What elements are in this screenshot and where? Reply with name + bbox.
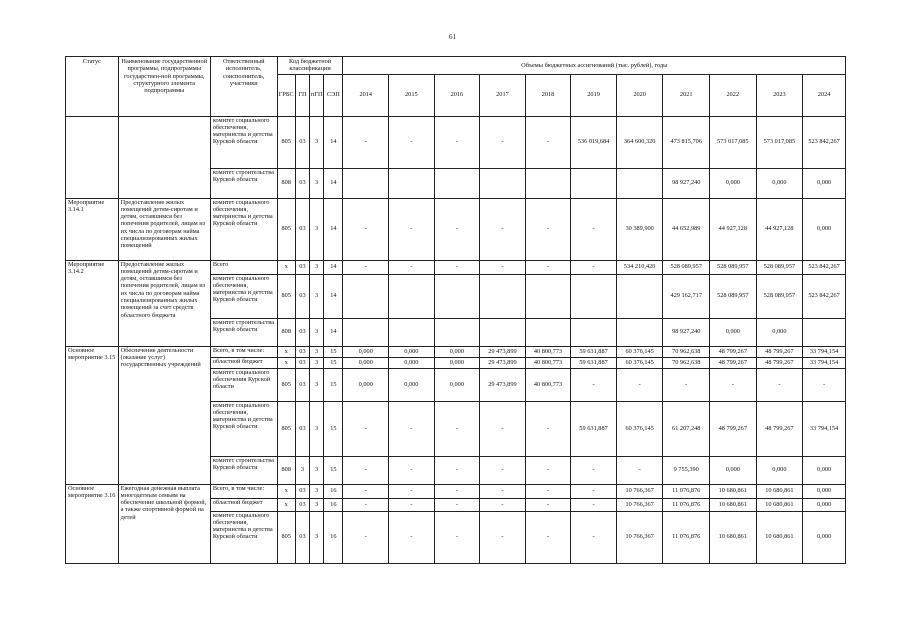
row-value: - — [525, 484, 571, 498]
row-value: 0,000 — [434, 346, 480, 357]
row-value: 523 842,267 — [803, 260, 846, 274]
row-code: x — [277, 498, 295, 511]
row-value: 29 473,899 — [480, 346, 526, 357]
row-code: 14 — [324, 116, 343, 168]
row-value: 0,000 — [803, 198, 846, 260]
row-value: 0,000 — [389, 346, 435, 357]
row-responsible: областной бюджет — [210, 357, 277, 368]
row-value: - — [480, 401, 526, 456]
row-value: - — [434, 484, 480, 498]
header-code-pgp: пГП — [310, 74, 324, 116]
row-code: 14 — [324, 318, 343, 346]
row-value: - — [480, 498, 526, 511]
row-code: 15 — [324, 401, 343, 456]
row-value: - — [571, 498, 617, 511]
row-code: 805 — [277, 198, 295, 260]
row-item-name: Ежегодная денежная выплата многодетным семьям на обеспечение школьной формой, а также спортивной формой на детей — [118, 484, 210, 563]
row-code: 03 — [295, 168, 309, 198]
row-value: - — [571, 484, 617, 498]
header-responsible: Ответственный исполнитель, соисполнитель, участники — [210, 57, 277, 117]
row-code: 3 — [310, 274, 324, 318]
row-value: 0,000 — [434, 357, 480, 368]
row-value: 61 207,248 — [663, 401, 710, 456]
row-value — [434, 168, 480, 198]
row-code: 03 — [295, 484, 309, 498]
row-value — [525, 168, 571, 198]
row-value: 0,000 — [803, 456, 846, 484]
row-value: 33 794,154 — [803, 401, 846, 456]
row-value: 0,000 — [710, 168, 757, 198]
row-code: 3 — [310, 368, 324, 401]
row-code: 03 — [295, 274, 309, 318]
row-value: 44 927,128 — [710, 198, 757, 260]
row-code: 14 — [324, 168, 343, 198]
row-responsible: комитет социального обеспечения, материнства и детства Курской области — [210, 116, 277, 168]
row-code: 03 — [295, 498, 309, 511]
row-value: - — [525, 260, 571, 274]
header-year: 2014 — [343, 74, 389, 116]
row-code: 805 — [277, 116, 295, 168]
row-code: x — [277, 260, 295, 274]
row-value: 48 799,267 — [756, 346, 803, 357]
row-responsible: Всего — [210, 260, 277, 274]
row-value: 473 815,706 — [663, 116, 710, 168]
row-value: - — [571, 511, 617, 563]
row-responsible: областной бюджет — [210, 498, 277, 511]
row-value: - — [480, 260, 526, 274]
row-value: 70 962,638 — [663, 357, 710, 368]
row-value: 11 076,876 — [663, 484, 710, 498]
row-value — [389, 274, 435, 318]
row-value: 0,000 — [710, 318, 757, 346]
row-responsible: Всего, в том числе: — [210, 346, 277, 357]
row-value: 33 794,154 — [803, 346, 846, 357]
row-value — [343, 168, 389, 198]
row-value: 48 799,267 — [756, 357, 803, 368]
row-code: 3 — [310, 484, 324, 498]
row-code: 3 — [310, 456, 324, 484]
table-row — [66, 198, 846, 260]
header-name: Наименование государственной программы, подпрограммы государствен-ной программы, структурного элемента подпрограммы — [118, 57, 210, 117]
row-value: 48 799,267 — [756, 401, 803, 456]
row-value: 59 631,887 — [571, 346, 617, 357]
row-code: 03 — [295, 357, 309, 368]
row-value: 528 089,957 — [663, 260, 710, 274]
row-value: 10 680,861 — [756, 511, 803, 563]
row-code: 03 — [295, 511, 309, 563]
row-code: 3 — [310, 116, 324, 168]
table-row — [66, 484, 846, 498]
header-budget-code: Код бюджетной классификации — [277, 57, 343, 75]
row-value: - — [756, 368, 803, 401]
row-value — [525, 318, 571, 346]
row-value: 70 962,638 — [663, 346, 710, 357]
row-value: - — [480, 456, 526, 484]
table-row — [66, 346, 846, 357]
row-code: 805 — [277, 511, 295, 563]
row-value — [434, 274, 480, 318]
row-value: - — [525, 198, 571, 260]
row-value: - — [434, 260, 480, 274]
row-item-name: Предоставление жилых помещений детям-сиротам и детям, оставшимся без попечения родителей, лицам из их числа по договорам найма специализированных жилых помещений за счет средств областного бюджета — [118, 260, 210, 346]
page-number: 61 — [449, 33, 456, 41]
row-value: 523 842,267 — [803, 274, 846, 318]
header-year: 2017 — [480, 74, 526, 116]
row-code: 808 — [277, 318, 295, 346]
row-responsible: комитет строительства Курской области — [210, 456, 277, 484]
row-value: - — [343, 116, 389, 168]
row-value: 364 600,320 — [616, 116, 663, 168]
row-value: 0,000 — [803, 168, 846, 198]
row-value — [480, 168, 526, 198]
row-value: 29 473,899 — [480, 357, 526, 368]
row-value: 30 389,900 — [616, 198, 663, 260]
row-value: 29 473,899 — [480, 368, 526, 401]
row-value: 98 927,240 — [663, 318, 710, 346]
row-value: - — [343, 484, 389, 498]
row-value — [571, 274, 617, 318]
header-year: 2024 — [803, 74, 846, 116]
row-code: x — [277, 484, 295, 498]
row-value: 0,000 — [389, 357, 435, 368]
row-value: - — [434, 198, 480, 260]
row-value: 0,000 — [756, 168, 803, 198]
row-value: 523 842,267 — [803, 116, 846, 168]
row-responsible: комитет строительства Курской области — [210, 318, 277, 346]
row-value: 573 017,085 — [756, 116, 803, 168]
row-code: 03 — [295, 260, 309, 274]
header-status: Статус — [66, 57, 119, 117]
header-year: 2019 — [571, 74, 617, 116]
row-code: x — [277, 346, 295, 357]
row-value — [343, 274, 389, 318]
row-value — [571, 168, 617, 198]
row-responsible: комитет строительства Курской области — [210, 168, 277, 198]
row-value: 10 680,861 — [710, 498, 757, 511]
row-responsible: комитет социального обеспечения Курской области — [210, 368, 277, 401]
row-value: - — [525, 401, 571, 456]
row-value — [389, 168, 435, 198]
row-value: 60 376,145 — [616, 357, 663, 368]
row-code: 808 — [277, 168, 295, 198]
row-value: 44 652,989 — [663, 198, 710, 260]
header-code-grbs: ГРБС — [277, 74, 295, 116]
row-value: - — [571, 198, 617, 260]
row-value: - — [434, 401, 480, 456]
row-value: - — [803, 368, 846, 401]
row-item-name — [118, 116, 210, 198]
header-year: 2016 — [434, 74, 480, 116]
row-code: 03 — [295, 116, 309, 168]
row-value: 10 680,861 — [710, 484, 757, 498]
row-value: 528 089,957 — [710, 260, 757, 274]
row-value: - — [389, 484, 435, 498]
row-value: - — [389, 511, 435, 563]
row-value — [803, 318, 846, 346]
row-code: 14 — [324, 198, 343, 260]
row-value: - — [480, 484, 526, 498]
row-code: 14 — [324, 260, 343, 274]
row-value: - — [525, 456, 571, 484]
row-value: 10 766,367 — [616, 511, 663, 563]
row-code: 03 — [295, 318, 309, 346]
row-value — [571, 318, 617, 346]
row-value: - — [480, 511, 526, 563]
row-value: - — [389, 116, 435, 168]
row-value: 528 089,957 — [710, 274, 757, 318]
row-value — [389, 318, 435, 346]
row-value: 9 755,390 — [663, 456, 710, 484]
row-item-name: Обеспечение деятельности (оказание услуг) государственных учреждений — [118, 346, 210, 484]
row-value — [616, 274, 663, 318]
row-value: 0,000 — [710, 456, 757, 484]
row-value: 60 376,145 — [616, 346, 663, 357]
row-code: 15 — [324, 357, 343, 368]
row-value: 0,000 — [803, 498, 846, 511]
row-value: - — [434, 116, 480, 168]
row-value — [343, 318, 389, 346]
row-value: - — [343, 456, 389, 484]
row-value: - — [616, 368, 663, 401]
header-year: 2018 — [525, 74, 571, 116]
row-value: 573 017,085 — [710, 116, 757, 168]
row-value: - — [571, 456, 617, 484]
row-value: 40 800,773 — [525, 368, 571, 401]
row-value: - — [389, 198, 435, 260]
row-value — [480, 318, 526, 346]
row-value: - — [525, 116, 571, 168]
row-value: - — [343, 260, 389, 274]
row-value: 59 631,887 — [571, 357, 617, 368]
row-value: 48 799,267 — [710, 401, 757, 456]
row-code: 03 — [295, 198, 309, 260]
row-value: - — [343, 511, 389, 563]
row-value: - — [434, 511, 480, 563]
row-value: 0,000 — [803, 511, 846, 563]
row-code: 14 — [324, 274, 343, 318]
row-value: 0,000 — [756, 456, 803, 484]
row-value: - — [343, 401, 389, 456]
row-value: 40 800,773 — [525, 357, 571, 368]
row-value: 0,000 — [343, 346, 389, 357]
row-code: 15 — [324, 456, 343, 484]
row-value — [434, 318, 480, 346]
row-code: 3 — [310, 401, 324, 456]
row-code: 15 — [324, 368, 343, 401]
row-responsible: Всего, в том числе: — [210, 484, 277, 498]
row-value: - — [389, 401, 435, 456]
row-value: 11 076,876 — [663, 498, 710, 511]
row-status: Мероприятие 3.14.2 — [66, 260, 119, 346]
row-value: 60 376,145 — [616, 401, 663, 456]
row-value: 0,000 — [803, 484, 846, 498]
row-code: 805 — [277, 368, 295, 401]
row-status: Основное мероприятие 3.16 — [66, 484, 119, 563]
row-responsible: комитет социального обеспечения, материнства и детства Курской области — [210, 511, 277, 563]
row-value: 48 799,267 — [710, 357, 757, 368]
row-code: 16 — [324, 511, 343, 563]
row-code: 03 — [295, 401, 309, 456]
row-code: 16 — [324, 498, 343, 511]
header-year: 2023 — [756, 74, 803, 116]
row-value: 33 794,154 — [803, 357, 846, 368]
row-value: - — [434, 498, 480, 511]
row-code: 3 — [310, 260, 324, 274]
row-value: - — [480, 116, 526, 168]
row-value: - — [480, 198, 526, 260]
row-value: 59 631,887 — [571, 401, 617, 456]
row-value: 0,000 — [756, 318, 803, 346]
row-value: - — [434, 456, 480, 484]
row-code: 3 — [310, 168, 324, 198]
row-value: - — [389, 456, 435, 484]
row-status: Основное мероприятие 3.15 — [66, 346, 119, 484]
row-code: 3 — [310, 357, 324, 368]
row-code: 3 — [310, 511, 324, 563]
row-item-name: Предоставление жилых помещений детям-сиротам и детям, оставшимся без попечения родителей, лицам из их числа по договорам найма специализированных жилых помещений — [118, 198, 210, 260]
row-code: 03 — [295, 346, 309, 357]
row-value — [525, 274, 571, 318]
row-value: 536 019,684 — [571, 116, 617, 168]
row-value: 528 089,957 — [756, 274, 803, 318]
header-code-sep: СЭП — [324, 74, 343, 116]
row-value: 10 680,861 — [756, 498, 803, 511]
row-value: - — [525, 498, 571, 511]
row-code: 805 — [277, 274, 295, 318]
row-value — [480, 274, 526, 318]
row-value: - — [525, 511, 571, 563]
row-value: 10 766,367 — [616, 498, 663, 511]
row-code: 16 — [324, 484, 343, 498]
row-code: 3 — [310, 346, 324, 357]
row-value: 10 680,861 — [756, 484, 803, 498]
header-year: 2021 — [663, 74, 710, 116]
row-code: 3 — [310, 198, 324, 260]
row-value: - — [343, 198, 389, 260]
row-code: 808 — [277, 456, 295, 484]
row-value: - — [389, 498, 435, 511]
header-year: 2020 — [616, 74, 663, 116]
row-value: 98 927,240 — [663, 168, 710, 198]
row-value: 44 927,128 — [756, 198, 803, 260]
row-responsible: комитет социального обеспечения, материнства и детства Курской области — [210, 198, 277, 260]
row-value: - — [616, 456, 663, 484]
row-code: 3 — [310, 318, 324, 346]
row-code: 03 — [295, 368, 309, 401]
row-responsible: комитет социального обеспечения, материнства и детства Курской области — [210, 274, 277, 318]
row-value: - — [710, 368, 757, 401]
header-year: 2015 — [389, 74, 435, 116]
row-value: 48 799,267 — [710, 346, 757, 357]
row-value: - — [389, 260, 435, 274]
row-responsible: комитет социального обеспечения, материнства и детства Курской области — [210, 401, 277, 456]
row-code: 15 — [324, 346, 343, 357]
row-value: 429 162,717 — [663, 274, 710, 318]
row-code: 3 — [310, 498, 324, 511]
row-value: 0,000 — [343, 368, 389, 401]
row-value: 10 766,367 — [616, 484, 663, 498]
header-volumes: Объемы бюджетных ассигнований (тыс. рублей), годы — [343, 57, 846, 75]
row-value: 534 210,420 — [616, 260, 663, 274]
header-code-gp: ГП — [295, 74, 309, 116]
row-value: 0,000 — [434, 368, 480, 401]
row-value — [616, 318, 663, 346]
header-year: 2022 — [710, 74, 757, 116]
budget-table — [65, 56, 846, 564]
table-row — [66, 260, 846, 274]
row-value: - — [571, 260, 617, 274]
table-body — [66, 116, 846, 563]
row-value — [616, 168, 663, 198]
row-value: - — [343, 498, 389, 511]
row-status: Мероприятие 3.14.1 — [66, 198, 119, 260]
row-value: 11 076,876 — [663, 511, 710, 563]
row-value: 0,000 — [343, 357, 389, 368]
row-value: 10 680,861 — [710, 511, 757, 563]
row-code: x — [277, 357, 295, 368]
row-value: 40 800,773 — [525, 346, 571, 357]
row-value: 528 089,957 — [756, 260, 803, 274]
row-value: - — [663, 368, 710, 401]
row-status — [66, 116, 119, 198]
row-code: 3 — [295, 456, 309, 484]
row-value: - — [571, 368, 617, 401]
table-row — [66, 116, 846, 168]
row-code: 805 — [277, 401, 295, 456]
row-value: 0,000 — [389, 368, 435, 401]
